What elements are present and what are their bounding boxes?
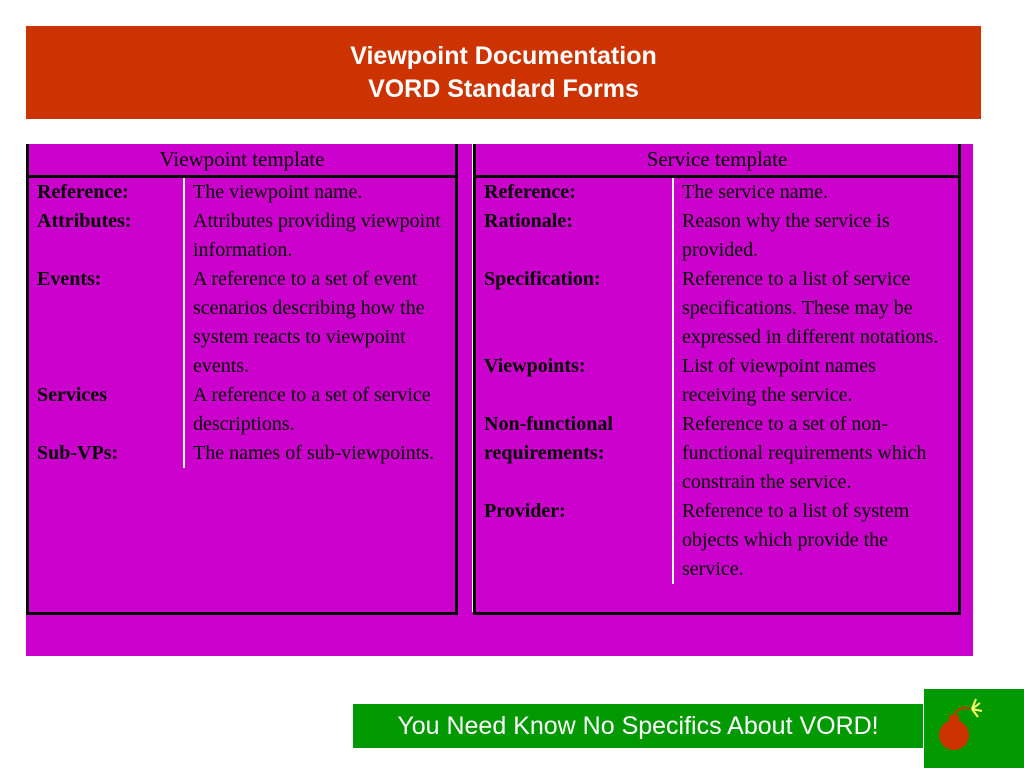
service-template-header: Service template xyxy=(476,144,958,177)
table-row xyxy=(476,410,958,497)
row-label: Rationale: xyxy=(476,207,673,265)
row-label: Reference: xyxy=(476,177,673,208)
row-text: A reference to a set of service descriptions. xyxy=(193,384,431,435)
table-row xyxy=(476,497,958,584)
table-row xyxy=(476,352,958,410)
table-row xyxy=(29,381,455,439)
row-text: A reference to a set of event scenarios describing how the system reacts to viewpoint events. xyxy=(193,268,425,377)
bomb-icon xyxy=(932,695,996,759)
row-text: Reference to a set of non-functional requirements which constrain the service. xyxy=(682,413,927,493)
row-text: Reference to a list of service specifications. These may be expressed in different notations. xyxy=(682,268,939,348)
row-text: Reason why the service is provided. xyxy=(682,210,890,261)
row-label: Events: xyxy=(29,265,184,381)
table-row xyxy=(29,439,455,468)
row-text: The names of sub-viewpoints. xyxy=(193,442,435,464)
viewpoint-template-header: Viewpoint template xyxy=(29,144,455,177)
row-text: Attributes providing viewpoint information. xyxy=(193,210,441,261)
table-row xyxy=(476,265,958,352)
row-label: Provider: xyxy=(476,497,673,584)
row-label: Services xyxy=(29,381,184,439)
row-text: List of viewpoint names receiving the service. xyxy=(682,355,876,406)
table-row xyxy=(29,265,455,381)
footer-banner: You Need Know No Specifics About VORD! xyxy=(353,704,923,748)
table-row xyxy=(29,177,455,208)
templates-panel xyxy=(26,144,973,656)
table-row xyxy=(476,207,958,265)
bomb-button[interactable] xyxy=(924,689,1024,768)
row-label: Attributes: xyxy=(29,207,184,265)
service-template-table xyxy=(473,144,961,615)
row-text: Reference to a list of system objects which provide the service. xyxy=(682,500,910,580)
row-text: The service name. xyxy=(682,181,829,203)
row-label: Viewpoints: xyxy=(476,352,673,410)
viewpoint-template-table xyxy=(26,144,458,615)
row-label: Non-functional requirements: xyxy=(476,410,673,497)
row-label: Reference: xyxy=(29,177,184,208)
table-row xyxy=(29,207,455,265)
slide-title xyxy=(26,26,981,119)
row-label: Sub-VPs: xyxy=(29,439,184,468)
title-line-1: Viewpoint Documentation xyxy=(350,41,657,70)
row-label: Specification: xyxy=(476,265,673,352)
title-line-2: VORD Standard Forms xyxy=(368,74,639,103)
table-row xyxy=(476,177,958,208)
row-text: The viewpoint name. xyxy=(193,181,363,203)
